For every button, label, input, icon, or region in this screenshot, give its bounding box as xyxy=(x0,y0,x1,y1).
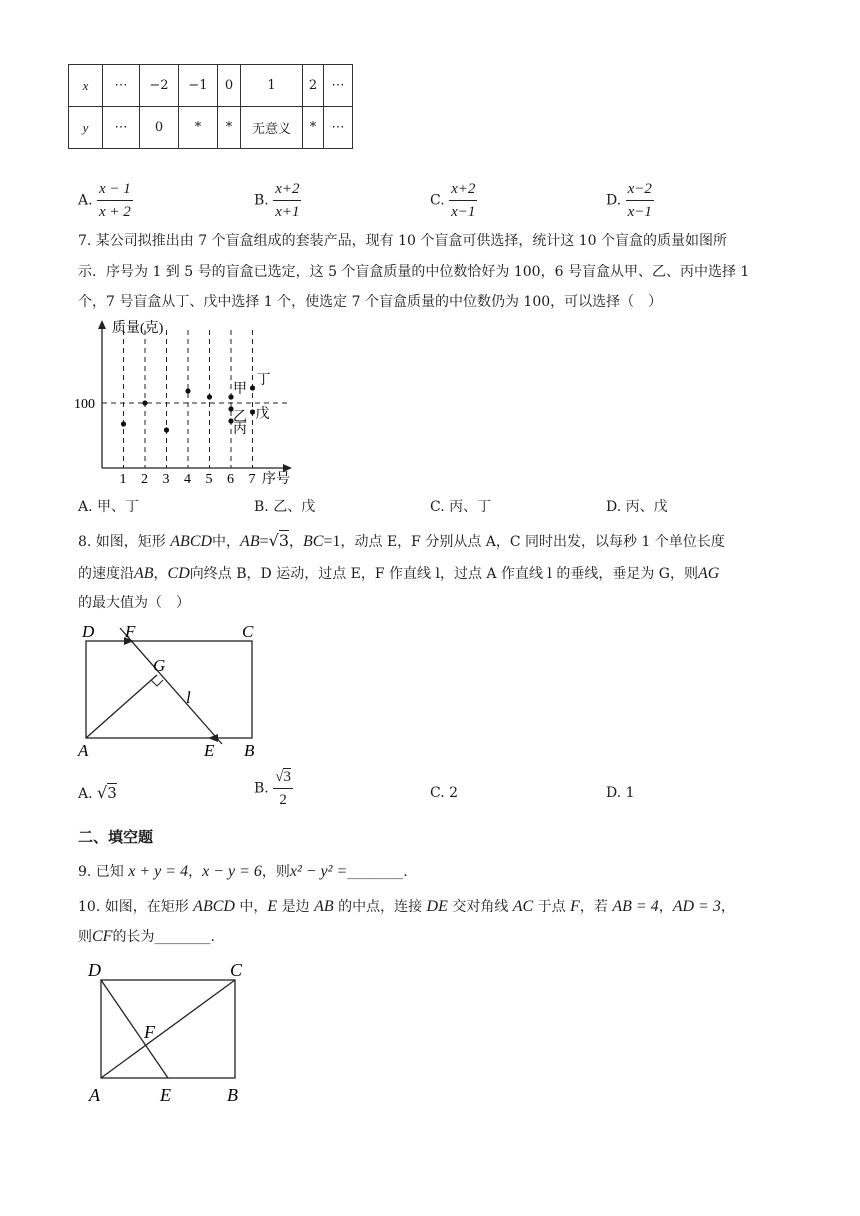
option-value: 2 xyxy=(449,785,459,801)
table-cell: 2 xyxy=(303,65,324,107)
point-label: 丙 xyxy=(233,422,247,437)
q10-math: ABCD xyxy=(193,898,235,915)
table-row-x xyxy=(69,65,353,107)
data-point xyxy=(250,409,255,414)
q9-eq1: x + y = 4 xyxy=(128,863,189,880)
q8-cd: CD xyxy=(167,565,190,582)
point-label: 甲 xyxy=(233,382,247,397)
sqrt-sign-icon: √ xyxy=(268,531,279,550)
table-cell: ⋯ xyxy=(103,65,140,107)
q9-text: ， xyxy=(188,864,203,880)
q7-option-b[interactable]: B. 乙、戊 xyxy=(254,499,316,515)
q10-text: 10. 如图，在矩形 xyxy=(78,899,194,915)
label-e: E xyxy=(160,1085,171,1105)
q9-line xyxy=(78,862,408,882)
label-d: D xyxy=(88,960,101,980)
q8-ab: AB xyxy=(240,533,260,550)
q8-option-b[interactable] xyxy=(254,768,293,809)
q8-text: 的速度沿 xyxy=(78,566,134,582)
q10-text: 的中点，连接 xyxy=(333,899,427,915)
q10-text: 中， xyxy=(234,899,268,915)
denominator: x−1 xyxy=(627,204,652,220)
option-label: A. xyxy=(78,192,93,209)
q10-rectangle-figure xyxy=(84,956,264,1111)
table-cell: 0 xyxy=(218,65,241,107)
fraction xyxy=(273,768,293,809)
q7-option-c[interactable]: C. 丙、丁 xyxy=(430,499,492,515)
table-cell: x xyxy=(69,65,103,107)
q6-option-d[interactable] xyxy=(606,180,654,221)
sqrt-sign-icon: √ xyxy=(275,769,284,785)
label-e: E xyxy=(204,741,215,760)
q8-line-2 xyxy=(78,564,719,584)
denominator: 2 xyxy=(279,792,287,808)
table-cell: 0 xyxy=(140,107,179,149)
point-label: 乙 xyxy=(233,410,247,425)
label-a: A xyxy=(89,1085,100,1105)
x-tick-label-1: 1 xyxy=(119,472,127,487)
q10-text: 则 xyxy=(78,929,92,945)
x-tick-label-2: 2 xyxy=(141,472,148,487)
label-c: C xyxy=(242,622,254,641)
table-cell: 1 xyxy=(241,65,303,107)
label-f: F xyxy=(125,622,136,641)
q8-text: 8. 如图，矩形 xyxy=(78,534,166,550)
label-c: C xyxy=(230,960,243,980)
q8-ab: AB xyxy=(134,565,154,582)
sqrt-sign-icon: √ xyxy=(97,783,108,802)
q8-eq: = xyxy=(259,533,269,550)
fraction xyxy=(273,180,301,221)
q10-text: ，若 xyxy=(579,899,613,915)
option-label: A. xyxy=(78,786,93,802)
q8-ag: AG xyxy=(697,565,720,582)
q7-scatter-chart xyxy=(70,316,310,491)
option-label: C. xyxy=(430,192,445,209)
data-point xyxy=(142,400,147,405)
numerator: x−2 xyxy=(626,180,654,201)
label-g: G xyxy=(153,656,166,675)
q8-text: 向终点 B，D 运动，过点 E，F 作直线 l，过点 A 作直线 l 的垂线，垂足为 G，则 xyxy=(189,566,698,582)
q8-line-3: 的最大值为（ ） xyxy=(78,595,190,611)
denominator: x+1 xyxy=(275,204,300,220)
section-title: 二、填空题 xyxy=(78,828,154,846)
q10-text: 于点 xyxy=(533,899,571,915)
data-point xyxy=(185,388,190,393)
table-cell: ⋯ xyxy=(103,107,140,149)
table-cell: * xyxy=(179,107,218,149)
data-point xyxy=(207,394,212,399)
table-row-y xyxy=(69,107,353,149)
label-b: B xyxy=(244,741,255,760)
x-tick-label-6: 6 xyxy=(227,472,234,487)
q9-expression: x² − y² = xyxy=(289,863,348,880)
x-tick-label-3: 3 xyxy=(162,472,170,487)
q8-rectangle-figure xyxy=(76,618,276,760)
q7-option-a[interactable]: A. 甲、丁 xyxy=(78,499,140,515)
table-cell: −1 xyxy=(179,65,218,107)
q8-option-a[interactable] xyxy=(78,783,117,802)
segment-de xyxy=(101,980,168,1078)
numerator: x+2 xyxy=(449,180,477,201)
q10-math: AB = 4 xyxy=(612,898,659,915)
option-value: 3 xyxy=(107,784,117,802)
q10-text: 的长为________. xyxy=(112,929,215,945)
q10-math: AC xyxy=(512,898,534,915)
q8-text: ， xyxy=(153,566,168,582)
q6-option-c[interactable] xyxy=(430,180,477,221)
label-b: B xyxy=(227,1085,238,1105)
q7-line-1: 7. 某公司拟推出由 7 个盲盒组成的套装产品，现有 10 个盲盒可供选择，统计这 10 个盲盒的质量如图所 xyxy=(78,233,728,249)
point-label: 戊 xyxy=(255,407,270,422)
denominator: x + 2 xyxy=(99,204,131,220)
q6-option-b[interactable] xyxy=(254,180,301,221)
x-axis-arrow xyxy=(283,464,292,472)
label-f: F xyxy=(144,1022,155,1042)
right-angle-mark-icon xyxy=(151,680,163,686)
denominator: x−1 xyxy=(451,204,476,220)
y-axis-arrow xyxy=(98,320,106,329)
sqrt-value: 3 xyxy=(283,769,291,785)
q10-text: 交对角线 xyxy=(447,899,513,915)
value-table xyxy=(68,64,353,149)
x-tick-label-7: 7 xyxy=(248,472,256,487)
q8-rect-name: ABCD xyxy=(170,533,213,550)
data-point xyxy=(250,385,255,390)
option-label: D. xyxy=(606,785,622,801)
q7-option-d[interactable]: D. 丙、戊 xyxy=(606,499,668,515)
option-label: C. xyxy=(430,785,445,801)
x-axis-label: 序号 xyxy=(262,472,290,487)
q8-bc: BC xyxy=(303,533,324,550)
numerator: x − 1 xyxy=(97,180,133,201)
fraction xyxy=(97,180,133,221)
label-a: A xyxy=(78,741,89,760)
q8-line-1: 8. 如图，矩形 ABCD中，AB=√3，BC=1，动点 E，F 分别从点 A，C 同时出发，以每秒 1 个单位长度 xyxy=(78,531,725,550)
q9-text: ，则 xyxy=(261,864,290,880)
q10-text: 是边 xyxy=(277,899,315,915)
chart-columns xyxy=(120,330,256,487)
table-cell: * xyxy=(218,107,241,149)
q8-text: ，动点 E，F 分别从点 A，C 同时出发，以每秒 1 个单位长度 xyxy=(340,534,725,550)
table-cell: ⋯ xyxy=(324,107,353,149)
q6-option-a[interactable] xyxy=(78,180,133,221)
label-d: D xyxy=(82,622,95,641)
q10-line-2 xyxy=(78,927,215,947)
option-label: B. xyxy=(254,192,269,209)
table-cell: −2 xyxy=(140,65,179,107)
point-label: 丁 xyxy=(256,373,271,388)
q8-sqrt-value: 3 xyxy=(278,531,290,550)
q10-math: AD = 3 xyxy=(672,898,721,915)
diagonal-ac xyxy=(101,980,235,1078)
numerator: x+2 xyxy=(273,180,301,201)
segment-ag xyxy=(86,675,157,738)
q9-text: 9. 已知 xyxy=(78,864,124,880)
q8-text: 中， xyxy=(212,534,241,550)
data-point xyxy=(164,427,169,432)
q8-bc-value: =1 xyxy=(323,533,341,550)
table-cell: y xyxy=(69,107,103,149)
table-cell: ⋯ xyxy=(324,65,353,107)
fraction xyxy=(449,180,477,221)
option-value: 1 xyxy=(625,785,635,801)
line-l xyxy=(120,628,222,744)
label-l: l xyxy=(186,688,191,707)
fraction xyxy=(626,180,654,221)
q7-line-2: 示．序号为 1 到 5 号的盲盒已选定，这 5 个盲盒质量的中位数恰好为 100，6 号盲盒从甲、乙、丙中选择 1 xyxy=(78,264,750,280)
q7-line-3: 个，7 号盲盒从丁、戊中选择 1 个，使选定 7 个盲盒质量的中位数仍为 100，可以选择（ ） xyxy=(78,294,663,310)
y-axis-label: 质量(克) xyxy=(112,321,164,336)
x-tick-label-4: 4 xyxy=(184,472,191,487)
q9-eq2: x − y = 6 xyxy=(202,863,262,880)
option-label: B. xyxy=(254,780,269,797)
table-cell: * xyxy=(303,107,324,149)
chart-axes xyxy=(74,319,292,487)
q8-option-c[interactable] xyxy=(430,783,458,803)
q10-math: E xyxy=(267,898,278,915)
numerator xyxy=(273,768,293,789)
rectangle-abcd xyxy=(86,641,252,738)
data-point xyxy=(121,421,126,426)
q10-text: ， xyxy=(720,899,735,915)
x-tick-label-5: 5 xyxy=(205,472,213,487)
q9-text: . xyxy=(403,864,408,880)
q8-option-d[interactable] xyxy=(606,783,635,803)
option-label: D. xyxy=(606,192,622,209)
q10-math: F xyxy=(570,898,580,915)
q10-line-1 xyxy=(78,897,735,917)
q10-math: DE xyxy=(426,898,448,915)
q10-cf: CF xyxy=(92,928,113,945)
q9-blank[interactable]: ________ xyxy=(347,864,404,880)
table-cell: 无意义 xyxy=(241,107,303,149)
q10-math: AB xyxy=(314,898,334,915)
q10-text: ， xyxy=(658,899,673,915)
y-tick-100: 100 xyxy=(74,397,95,412)
chart-point-labels xyxy=(233,372,271,437)
